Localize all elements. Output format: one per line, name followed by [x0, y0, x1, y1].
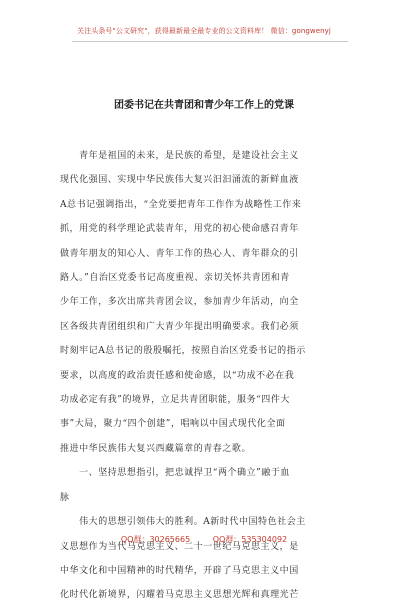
body-line: 路人。”自治区党委书记高度重视、亲切关怀共青团和青: [60, 273, 290, 284]
header-divider: [72, 41, 348, 42]
footer-qq-group-2: QQ群：535304092: [212, 535, 288, 544]
body-line: 伟大的思想引领伟大的胜利。A新时代中国特色社会主: [60, 517, 306, 528]
body-line: 功成必定有我”的境界，立足共青团职能，服务“四件大: [60, 395, 290, 406]
body-line: 中华文化和中国精神的时代精华，开辟了马克思主义中国: [60, 565, 299, 576]
body-line: 时刻牢记A总书记的殷殷嘱托，按照自治区党委书记的指示: [60, 346, 306, 357]
body-line: 义思想作为当代马克思主义、二十一世纪马克思主义，是: [60, 541, 299, 552]
body-line: 化时代化新境界，闪耀着马克思主义思想光辉和真理光芒: [60, 590, 299, 601]
body-line: 要求，以高度的政治责任感和使命感，以“功成不必在我: [60, 370, 295, 381]
footer: [0, 534, 408, 545]
body-line: 一、坚持思想指引，把忠诚捍卫“两个确立”融于血: [60, 468, 290, 479]
body-line: 少年工作，多次出席共青团会议，参加青少年活动，向全: [60, 297, 299, 308]
body-line: 做青年朋友的知心人、青年工作的热心人、青年群众的引: [60, 248, 299, 259]
body-line: 脉: [60, 492, 70, 503]
body-line: 现代化强国、实现中华民族伟大复兴汩汩涌流的新鲜血液: [60, 175, 299, 186]
body-line: 抓，用党的科学理论武装青年，用党的初心使命感召青年: [60, 224, 299, 235]
body-line: 推进中华民族伟大复兴西藏篇章的青春之歌。: [60, 443, 252, 454]
header-banner: 关注头条号"公文研究"，获得最新最全最专业的公文资料库！ 微信：gongwenyj: [77, 27, 331, 35]
body-line: A总书记强调指出，“全党要把青年工作作为战略性工作来: [60, 199, 302, 210]
footer-qq-group-1: QQ群：30265665: [120, 535, 191, 544]
body-line: 青年是祖国的未来，是民族的希望，是建设社会主义: [60, 151, 299, 161]
body-line: 事”大局，聚力“四个创建”，唱响以中国式现代化全面: [60, 419, 286, 430]
body-line: 区各级共青团组织和广大青少年提出明确要求。我们必须: [60, 321, 299, 332]
document-title: 团委书记在共青团和青少年工作上的党课: [114, 100, 294, 111]
